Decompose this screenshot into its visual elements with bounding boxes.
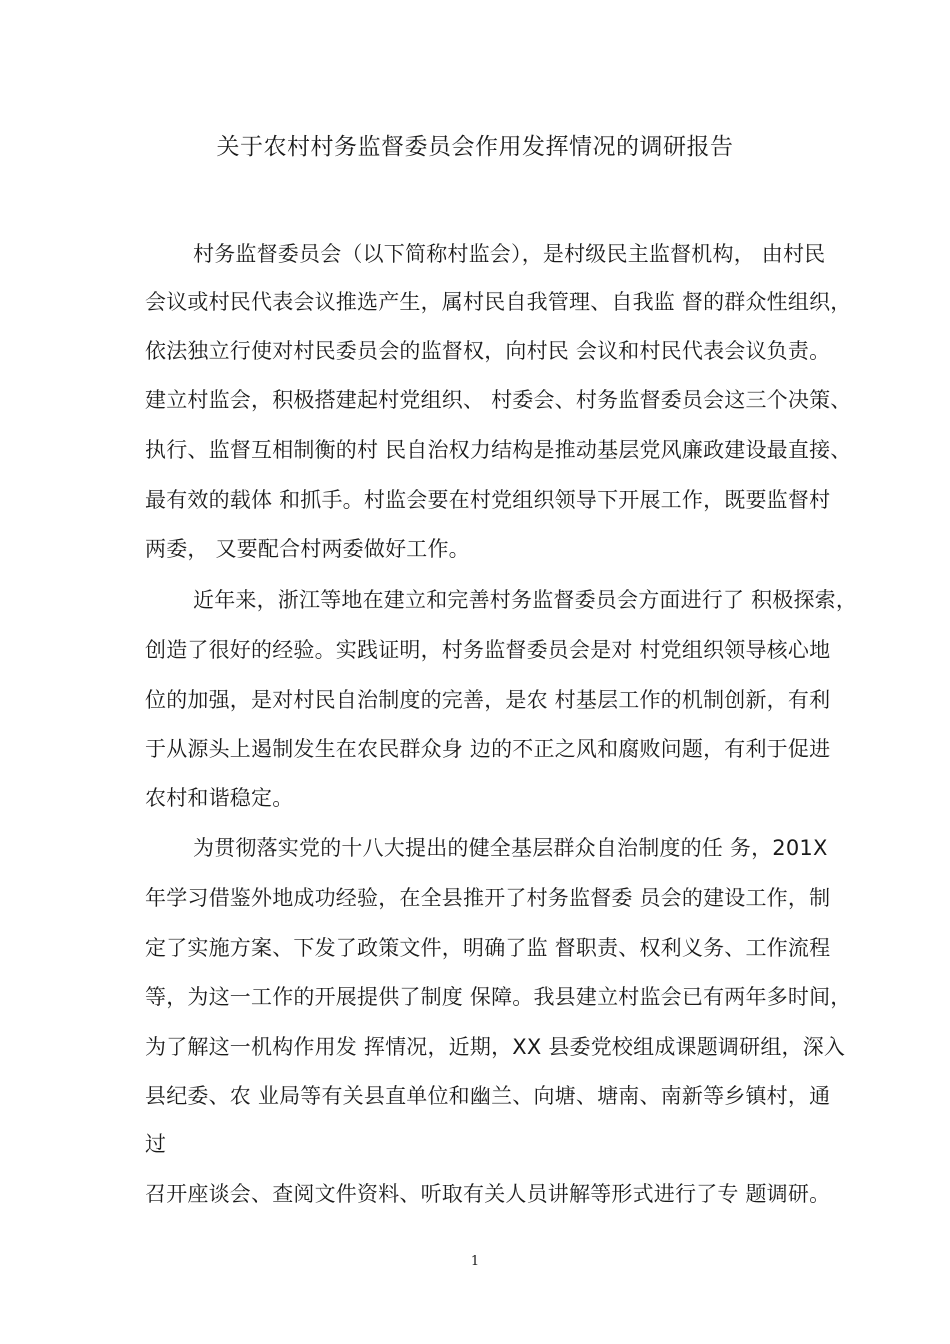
paragraph-line: 等，为这一工作的开展提供了制度 保障。我县建立村监会已有两年多时间， — [145, 985, 852, 1009]
paragraph-line: 近年来，浙江等地在建立和完善村务监督委员会方面进行了 积极探索， — [193, 588, 858, 612]
paragraph-line: 村务监督委员会（以下简称村监会），是村级民主监督机构， 由村民 — [193, 242, 826, 266]
paragraph-line: 依法独立行使对村民委员会的监督权，向村民 会议和村民代表会议负责。 — [145, 339, 831, 363]
paragraph-line: 县纪委、农 业局等有关县直单位和幽兰、向塘、塘南、南新等乡镇村，通 — [145, 1084, 831, 1108]
paragraph-line: 于从源头上遏制发生在农民群众身 边的不正之风和腐败问题，有利于促进 — [145, 737, 831, 761]
paragraph-line: 创造了很好的经验。实践证明，村务监督委员会是对 村党组织领导核心地 — [145, 638, 831, 662]
paragraph-line: 定了实施方案、下发了政策文件，明确了监 督职责、权利义务、工作流程 — [145, 936, 831, 960]
paragraph-line: 召开座谈会、查阅文件资料、听取有关人员讲解等形式进行了专 题调研。 — [145, 1182, 831, 1206]
paragraph-line: 为贯彻落实党的十八大提出的健全基层群众自治制度的任 务，201X — [193, 836, 828, 860]
paragraph-line: 建立村监会，积极搭建起村党组织、 村委会、村务监督委员会这三个决策、 — [145, 388, 852, 412]
paragraph-line: 年学习借鉴外地成功经验，在全县推开了村务监督委 员会的建设工作，制 — [145, 886, 831, 910]
paragraph-line: 会议或村民代表会议推选产生，属村民自我管理、自我监 督的群众性组织， — [145, 290, 852, 314]
paragraph-line: 农村和谐稳定。 — [145, 786, 294, 810]
paragraph-line: 过 — [145, 1132, 167, 1156]
paragraph-line: 位的加强，是对村民自治制度的完善，是农 村基层工作的机制创新，有利 — [145, 688, 831, 712]
paragraph-line: 两委， 又要配合村两委做好工作。 — [145, 537, 470, 561]
paragraph-line: 执行、监督互相制衡的村 民自治权力结构是推动基层党风廉政建设最直接、 — [145, 438, 852, 462]
page-number: 1 — [470, 1254, 480, 1269]
document-title: 关于农村村务监督委员会作用发挥情况的调研报告 — [216, 134, 734, 160]
paragraph-line: 最有效的载体 和抓手。村监会要在村党组织领导下开展工作，既要监督村 — [145, 488, 831, 512]
paragraph-line: 为了解这一机构作用发 挥情况，近期，XX 县委党校组成课题调研组，深入 — [145, 1035, 846, 1059]
